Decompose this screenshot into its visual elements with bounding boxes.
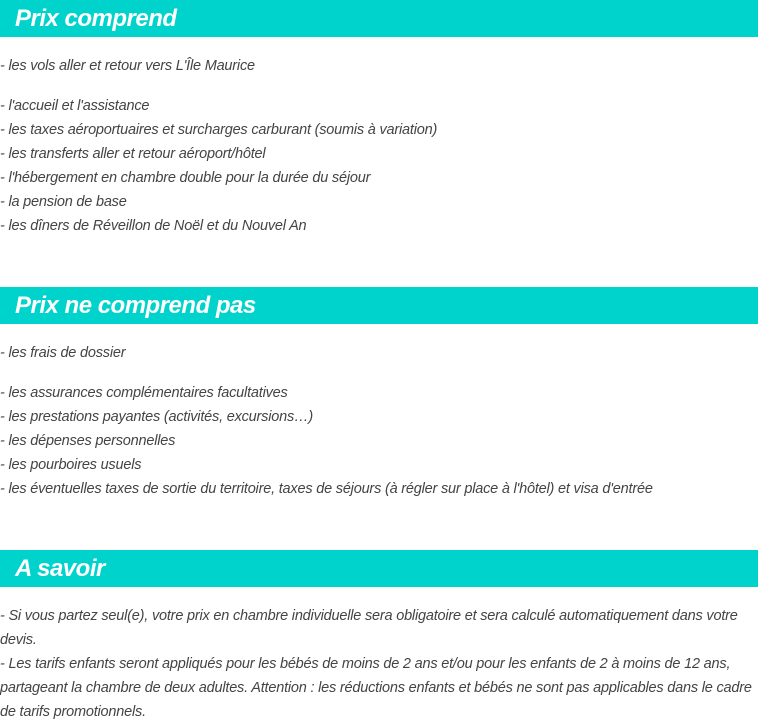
list-item: - les dépenses personnelles — [0, 433, 176, 449]
list-item: - les taxes aéroportuaires et surcharges carburant (soumis à variation) — [0, 122, 438, 138]
included-list-first — [0, 54, 758, 78]
list-item: - les assurances complémentaires facultatives — [0, 385, 288, 401]
section-title: Prix ne comprend pas — [15, 292, 256, 319]
section-header-a-savoir — [0, 550, 758, 587]
section-title: A savoir — [15, 555, 105, 582]
info-paragraph: - Les tarifs enfants seront appliqués pour les bébés de moins de 2 ans et/ou pour les enfants de 2 à moins de 12 ans, partageant la chambre de deux adultes. Attention : les réductions enfants et bébés ne sont pas applicables dans le cadre de tarifs promotionnels. — [0, 656, 752, 720]
list-item: - les pourboires usuels — [0, 457, 142, 473]
list-item: - les prestations payantes (activités, excursions…) — [0, 409, 313, 425]
list-item: - l'accueil et l'assistance — [0, 98, 150, 114]
list-item: - les éventuelles taxes de sortie du territoire, taxes de séjours (à régler sur place à l'hôtel) et visa d'entrée — [0, 481, 653, 497]
list-item: - les vols aller et retour vers L'Île Maurice — [0, 58, 255, 74]
list-item: - la pension de base — [0, 194, 127, 210]
list-item: - les dîners de Réveillon de Noël et du Nouvel An — [0, 218, 307, 234]
list-item: - l'hébergement en chambre double pour la durée du séjour — [0, 170, 371, 186]
section-title: Prix comprend — [15, 5, 177, 32]
info-paragraph: - Si vous partez seul(e), votre prix en chambre individuelle sera obligatoire et sera calculé automatiquement dans votre devis. — [0, 608, 738, 648]
list-item: - les frais de dossier — [0, 345, 126, 361]
excluded-list-first — [0, 341, 758, 365]
included-list — [0, 94, 758, 238]
list-item: - les transferts aller et retour aéroport/hôtel — [0, 146, 266, 162]
info-paragraphs — [0, 604, 758, 724]
section-header-prix-ne-comprend-pas — [0, 287, 758, 324]
excluded-list — [0, 381, 758, 501]
section-header-prix-comprend — [0, 0, 758, 37]
